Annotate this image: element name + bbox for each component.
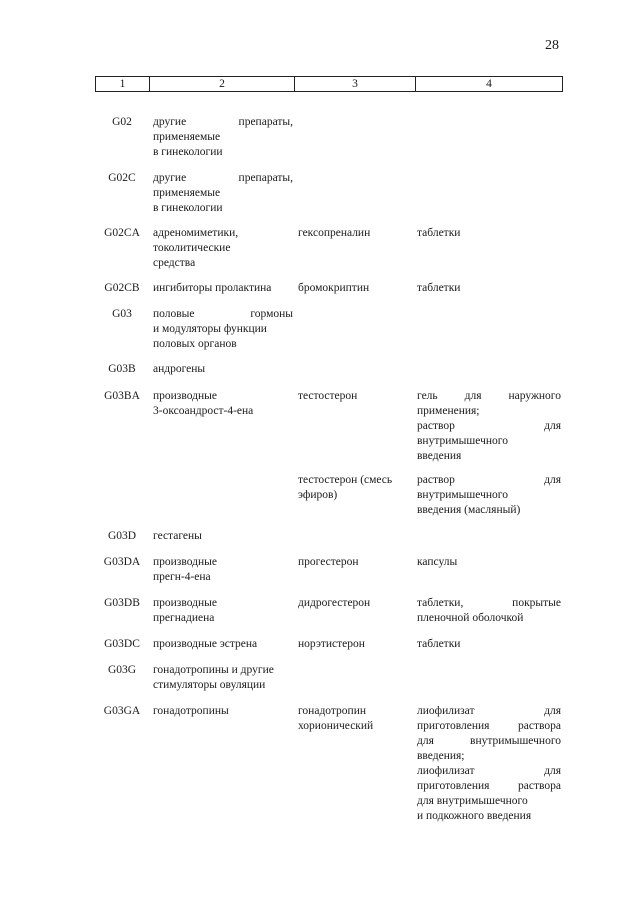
- dosage-form-line: применения;: [417, 405, 480, 417]
- group-name-line: адреномиметики,: [153, 227, 239, 239]
- atc-code: G03G: [107, 664, 137, 676]
- drug-name: бромокриптин: [298, 282, 370, 294]
- group-name: другие препараты, применяемые в гинекологии: [153, 116, 293, 158]
- dosage-form-line: таблетки: [417, 282, 461, 294]
- group-name-line: производные: [153, 556, 217, 568]
- group-name-line: ингибиторы пролактина: [153, 282, 272, 294]
- group-name-line: производные: [153, 597, 217, 609]
- drug-name: [298, 704, 413, 734]
- atc-code: G03DC: [104, 638, 140, 650]
- dosage-form-line: лиофилизат для: [417, 765, 561, 777]
- atc-code: G02CA: [104, 227, 140, 239]
- group-name: [153, 362, 293, 377]
- header-cell-2: 2: [150, 77, 295, 91]
- group-name-line: и модуляторы функции: [153, 323, 267, 335]
- atc-code: G03BA: [104, 390, 140, 402]
- group-name-line: применяемые: [153, 187, 221, 199]
- group-name-line: средства: [153, 257, 196, 269]
- group-name-line: прегн-4-ена: [153, 571, 211, 583]
- dosage-form: [417, 596, 561, 626]
- group-name-line: производные эстрена: [153, 638, 258, 650]
- atc-code: G02C: [108, 172, 136, 184]
- dosage-form-line: приготовления раствора: [417, 780, 561, 792]
- group-name-line: прегнадиена: [153, 612, 215, 624]
- dosage-form-line: раствор для: [417, 420, 561, 432]
- drug-name-line: эфиров): [298, 489, 338, 501]
- header-cell-4: 4: [486, 78, 492, 90]
- group-name: [153, 281, 293, 296]
- group-name-line: 3-оксоандрост-4-ена: [153, 405, 254, 417]
- group-name-line: стимуляторы овуляции: [153, 679, 266, 691]
- drug-name: гексопреналин: [298, 227, 371, 239]
- atc-code: G03DA: [103, 556, 141, 568]
- group-name-line: гонадотропины и другие: [153, 664, 274, 676]
- dosage-form: [417, 637, 561, 652]
- dosage-form-line: таблетки: [417, 227, 461, 239]
- dosage-form-line: раствор для: [417, 474, 561, 486]
- group-name: [153, 307, 293, 352]
- dosage-form-line: лиофилизат для: [417, 705, 561, 717]
- drug-name-line: хорионический: [298, 720, 374, 732]
- group-name: [153, 226, 293, 271]
- page-number: 28: [545, 38, 559, 53]
- atc-code: G03: [112, 308, 132, 320]
- header-cell-1: 1: [96, 77, 150, 91]
- group-name: [153, 637, 293, 652]
- group-name-line: гестагены: [153, 530, 202, 542]
- dosage-form-line: введения: [417, 450, 462, 462]
- group-name-line: применяемые: [153, 131, 221, 143]
- dosage-form-line: введения;: [417, 750, 465, 762]
- drug-name: [298, 473, 413, 503]
- atc-code: G02: [112, 116, 132, 128]
- group-name: [153, 704, 293, 719]
- drug-name: дидрогестерон: [298, 597, 371, 609]
- drug-name: тестостерон: [298, 390, 358, 402]
- drug-name: норэтистерон: [298, 638, 365, 650]
- group-name-line: половых органов: [153, 338, 237, 350]
- dosage-form-line: внутримышечного: [417, 489, 508, 501]
- drug-name: прогестерон: [298, 556, 359, 568]
- group-name-line: производные: [153, 390, 217, 402]
- dosage-form-line: гель для наружного: [417, 390, 561, 402]
- dosage-form: [417, 473, 561, 518]
- group-name: [153, 529, 293, 544]
- table-header: [95, 76, 563, 92]
- dosage-form-line: таблетки, покрытые: [417, 597, 561, 609]
- dosage-form-line: пленочной оболочкой: [417, 612, 524, 624]
- group-name-line: токолитические: [153, 242, 231, 254]
- group-name-line: в гинекологии: [153, 202, 223, 214]
- dosage-form: [417, 226, 561, 241]
- group-name-line: гонадотропины: [153, 705, 229, 717]
- drug-name-line: тестостерон (смесь: [298, 474, 393, 486]
- atc-code: G03D: [107, 530, 137, 542]
- group-name-line: андрогены: [153, 363, 206, 375]
- group-name: [153, 596, 293, 626]
- dosage-form: [417, 704, 561, 824]
- dosage-form: [417, 281, 561, 296]
- group-name: [153, 389, 293, 419]
- dosage-form: [417, 389, 561, 464]
- group-name: [153, 555, 293, 585]
- dosage-form-line: внутримышечного: [417, 435, 508, 447]
- atc-code: G02CB: [104, 282, 140, 294]
- dosage-form-line: и подкожного введения: [417, 810, 532, 822]
- dosage-form-line: таблетки: [417, 638, 461, 650]
- group-name: [153, 663, 293, 693]
- dosage-form-line: для внутримышечного: [417, 795, 528, 807]
- atc-code: G03B: [108, 363, 136, 375]
- dosage-form-line: введения (масляный): [417, 504, 521, 516]
- dosage-form-line: приготовления раствора: [417, 720, 561, 732]
- dosage-form: [417, 555, 561, 570]
- dosage-form-line: для внутримышечного: [417, 735, 561, 747]
- group-name-line: половые гормоны: [153, 308, 293, 320]
- header-cell-3: 3: [295, 77, 416, 91]
- dosage-form-line: капсулы: [417, 556, 458, 568]
- atc-code: G03DB: [104, 597, 140, 609]
- atc-code: G03GA: [103, 705, 141, 717]
- group-name-line: в гинекологии: [153, 146, 223, 158]
- drug-name-line: гонадотропин: [298, 705, 367, 717]
- group-name: другие препараты, применяемые в гинекологии: [153, 172, 293, 214]
